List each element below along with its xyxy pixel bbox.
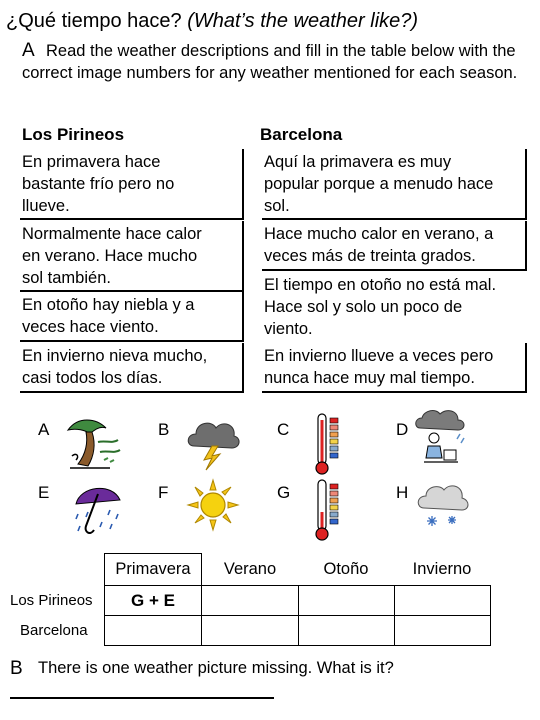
cell-pirineos-verano[interactable] (202, 586, 299, 616)
text-line: Normalmente hace calor (22, 225, 202, 243)
text-line: nunca hace muy mal tiempo. (264, 369, 475, 387)
sun-icon (186, 478, 240, 532)
umbrella-rain-icon (72, 478, 126, 540)
windy-tree-icon (64, 412, 124, 474)
cell-pirineos-otono[interactable] (298, 586, 394, 616)
image-label-e: E (38, 483, 50, 502)
thermometer-cold-icon (312, 478, 342, 542)
text-line: veces hace viento. (22, 318, 159, 336)
barcelona-primavera-box (262, 149, 527, 220)
page-title (6, 10, 418, 33)
answer-grid (104, 553, 491, 646)
text-line: casi todos los días. (22, 369, 163, 387)
cloudy-person-icon (414, 406, 470, 468)
snow-cloud-icon (416, 478, 472, 534)
image-label-c: C (277, 420, 290, 439)
pirineos-invierno-box (20, 343, 244, 393)
image-label-g: G (277, 483, 291, 502)
barcelona-invierno-box (262, 343, 527, 393)
title-main: ¿Qué tiempo hace? (6, 10, 182, 32)
section-a-instructions: Read the weather descriptions and fill in the table below with the correct image numbers for any weather mentioned for each season. (22, 42, 518, 82)
cell-pirineos-primavera[interactable]: G + E (105, 586, 202, 616)
image-label-b: B (158, 420, 170, 439)
grid-header-primavera: Primavera (105, 554, 202, 586)
image-label-d: D (396, 420, 409, 439)
section-b-question: There is one weather picture missing. What is it? (38, 659, 394, 677)
text-line: sol. (264, 197, 290, 215)
row-label-barcelona: Barcelona (20, 622, 88, 639)
pirineos-primavera-box (20, 149, 244, 220)
barcelona-otono-box (262, 272, 527, 342)
thermometer-hot-icon (312, 412, 342, 476)
text-line: El tiempo en otoño no está mal. (264, 276, 497, 294)
text-line: Aquí la primavera es muy (264, 153, 452, 171)
cell-barcelona-verano[interactable] (202, 616, 299, 646)
image-label-f: F (158, 483, 169, 502)
grid-header-otono: Otoño (298, 554, 394, 586)
title-translation: (What’s the weather like?) (187, 10, 419, 32)
cell-barcelona-primavera[interactable] (105, 616, 202, 646)
text-line: En invierno nieva mucho, (22, 347, 208, 365)
heading-barcelona: Barcelona (260, 125, 343, 144)
text-line: sol también. (22, 269, 111, 287)
section-a-letter: A (22, 40, 35, 61)
row-label-pirineos: Los Pirineos (10, 592, 93, 609)
image-label-h: H (396, 483, 409, 502)
text-line: En otoño hay niebla y a (22, 296, 195, 314)
thunderstorm-icon (186, 412, 242, 472)
cell-pirineos-invierno[interactable] (394, 586, 490, 616)
text-line: viento. (264, 320, 313, 338)
answer-line[interactable] (10, 697, 274, 699)
image-label-a: A (38, 420, 50, 439)
text-line: Hace mucho calor en verano, a (264, 225, 494, 243)
text-line: llueve. (22, 197, 70, 215)
text-line: Hace sol y solo un poco de (264, 298, 463, 316)
cell-barcelona-invierno[interactable] (394, 616, 490, 646)
barcelona-verano-box (262, 221, 527, 271)
grid-header-invierno: Invierno (394, 554, 490, 586)
section-b-letter: B (10, 658, 23, 679)
pirineos-verano-box (20, 221, 244, 292)
text-line: popular porque a menudo hace (264, 175, 494, 193)
text-line: veces más de treinta grados. (264, 247, 476, 265)
text-line: en verano. Hace mucho (22, 247, 198, 265)
grid-header-verano: Verano (202, 554, 299, 586)
text-line: bastante frío pero no (22, 175, 175, 193)
pirineos-otono-box (20, 292, 244, 342)
text-line: En invierno llueve a veces pero (264, 347, 494, 365)
heading-los-pirineos: Los Pirineos (22, 125, 125, 144)
cell-barcelona-otono[interactable] (298, 616, 394, 646)
text-line: En primavera hace (22, 153, 161, 171)
